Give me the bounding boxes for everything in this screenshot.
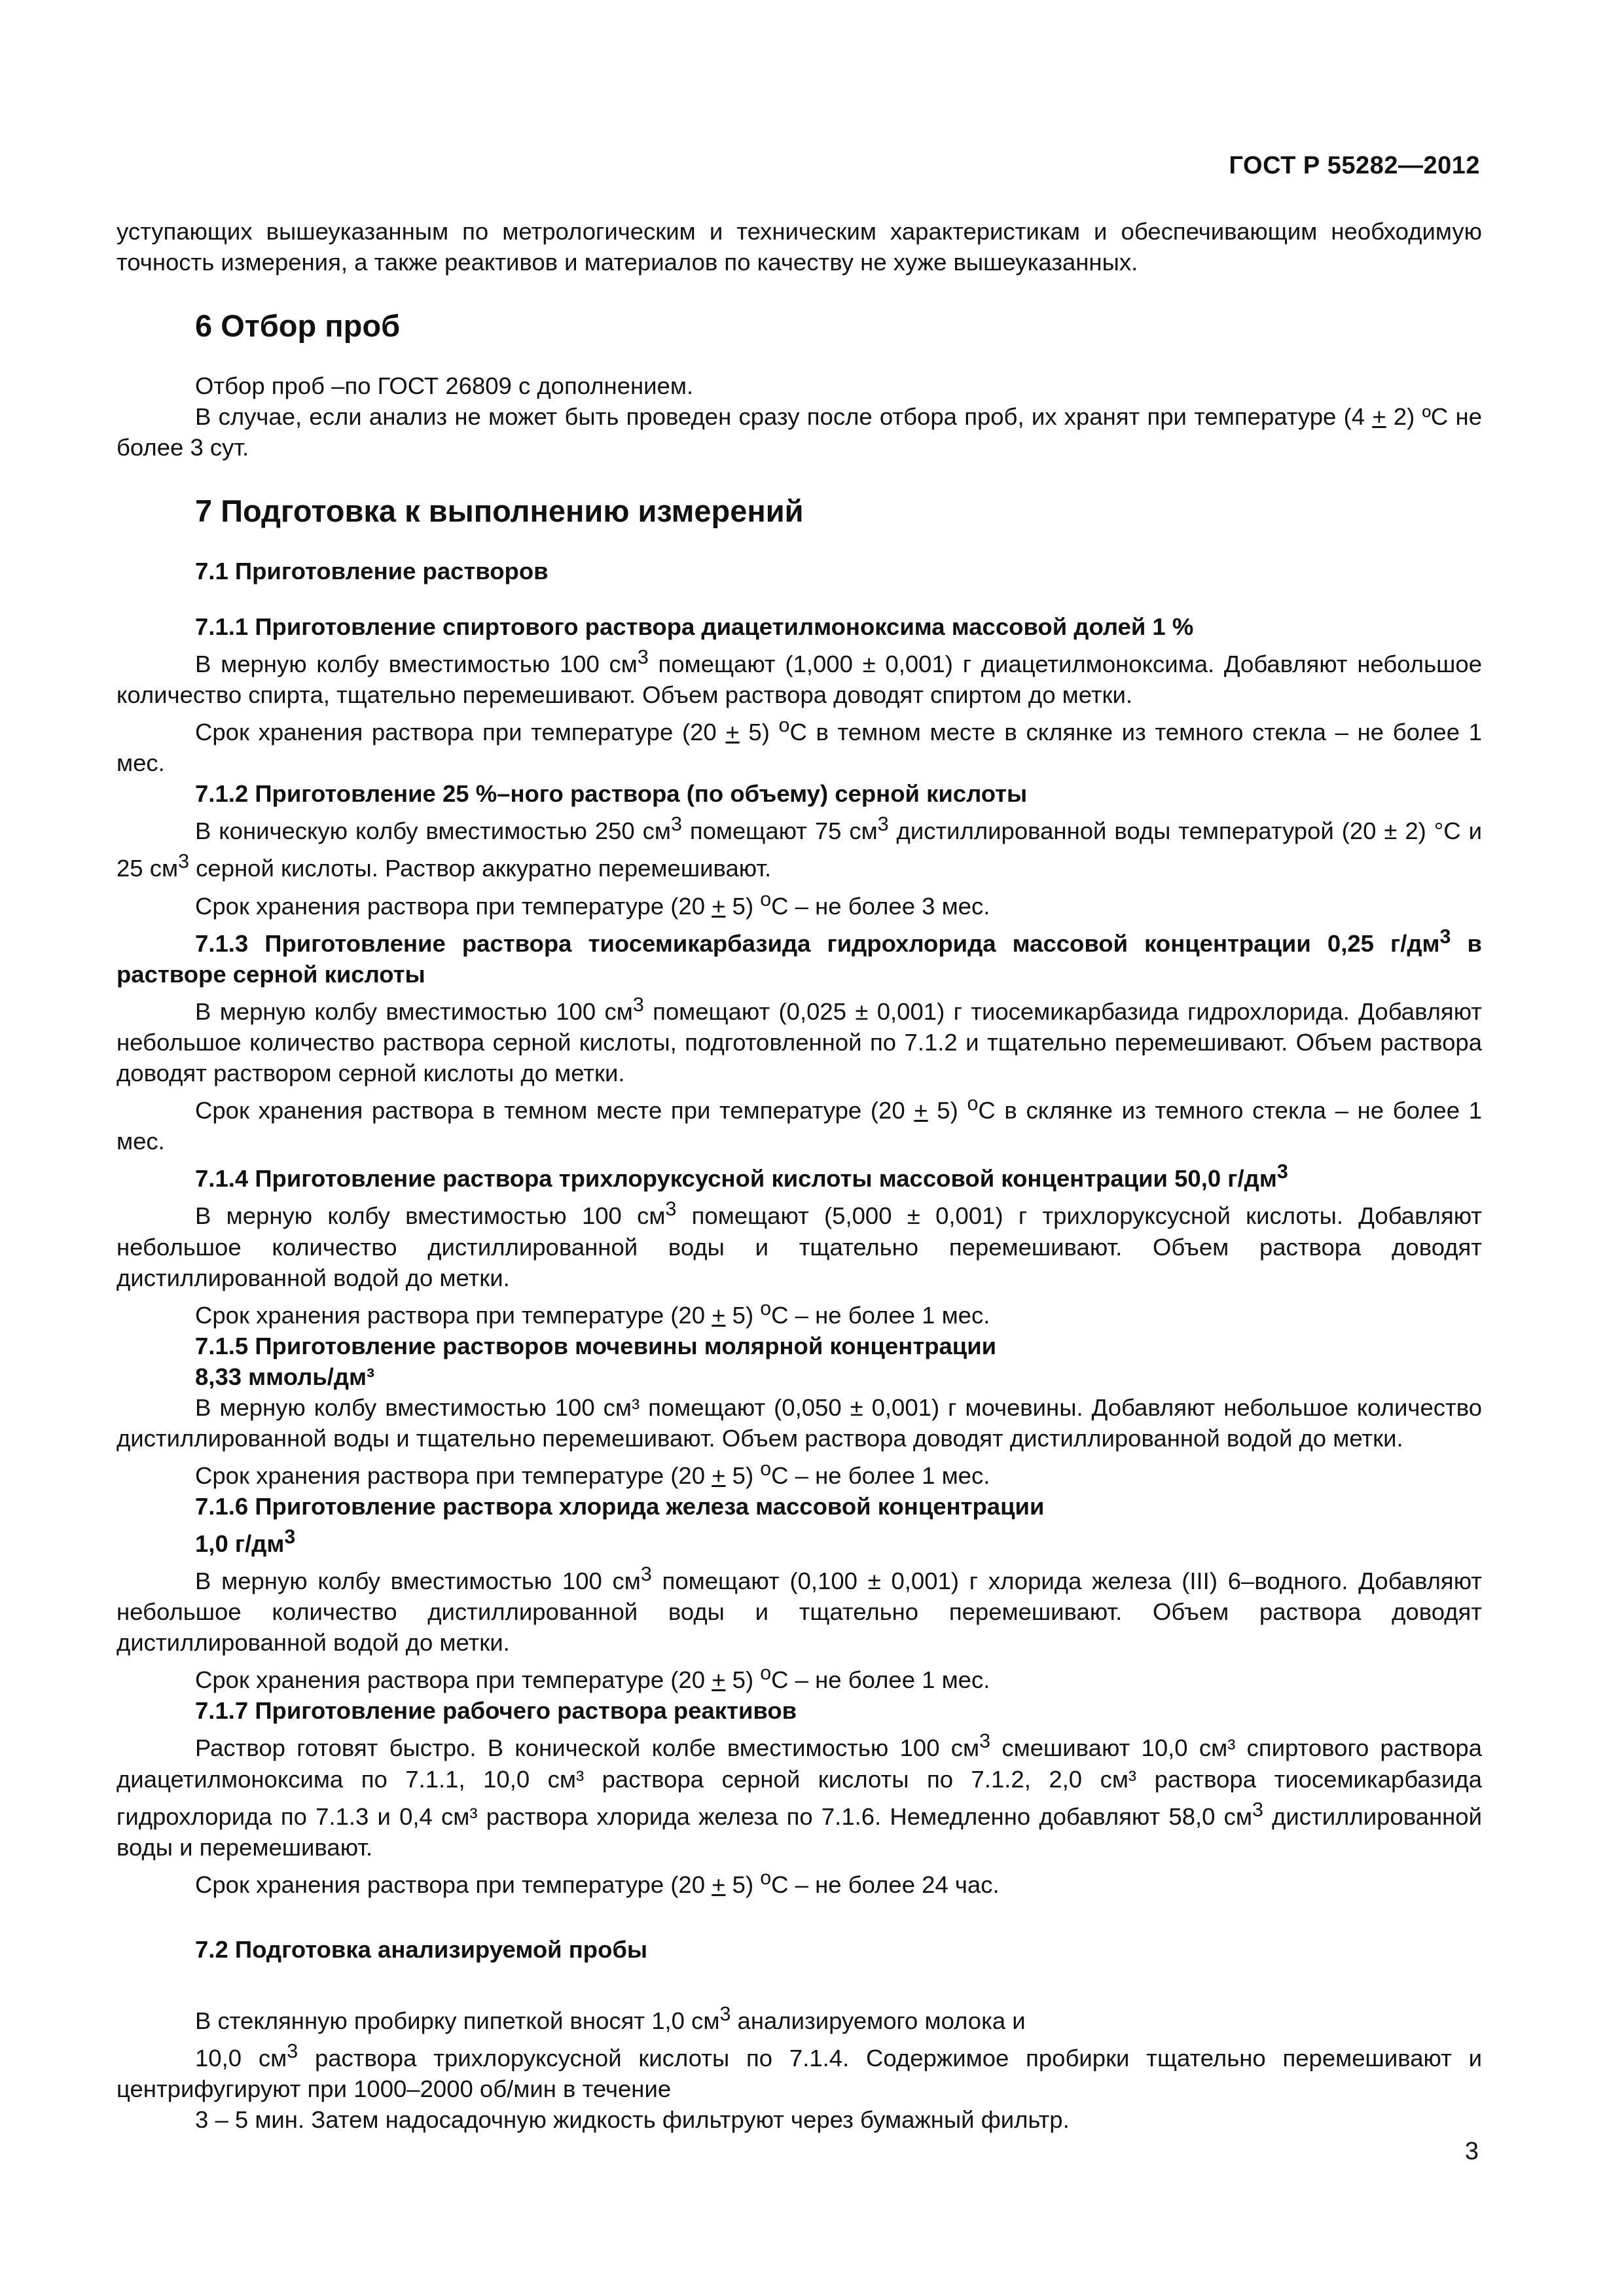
section-7-1-2-p1: В коническую колбу вместимостью 250 $см^3$ помещают 75 $см^3$ дистиллированной воды температурой (20 ± 2) °С и 25 $см^3$ серной кислоты. Раствор аккуратно перемешивают. (117, 813, 1482, 882)
section-7-2-p3: 3 – 5 мин. Затем надосадочную жидкость фильтруют через бумажный фильтр. (195, 2106, 1070, 2134)
section-7-1-6-title-unit: 1,0 $г/дм^3$ (195, 1525, 296, 1558)
section-7-title: 7 Подготовка к выполнению измерений (195, 493, 804, 528)
section-7-2-title: 7.2 Подготовка анализируемой пробы (195, 1935, 648, 1963)
section-7-1-6-p2: Срок хранения раствора при температуре (20 + 5) $^о$С – не более 1 мес. (195, 1662, 990, 1694)
section-7-1-5-p1: В мерную колбу вместимостью 100 см³ помещают (0,050 ± 0,001) г мочевины. Добавляют небольшое количество дистиллированной воды и тщательно перемешивают. Объем раствора доводят дистиллированной водой до метки. (117, 1393, 1482, 1452)
section-7-1-1-p1: В мерную колбу вместимостью 100 $см^3$ помещают (1,000 ± 0,001) г диацетилмоноксима. Добавляют небольшое количество спирта, тщательно перемешивают. Объем раствора доводят спиртом до метки. (117, 646, 1482, 709)
section-7-1-6-title: 7.1.6 Приготовление раствора хлорида железа массовой концентрации (195, 1492, 1045, 1520)
page-number: 3 (1464, 2138, 1479, 2165)
section-7-1-5-p2: Срок хранения раствора при температуре (20 + 5) $^о$С – не более 1 мес. (195, 1457, 990, 1489)
document-header: ГОСТ Р 55282—2012 (1229, 152, 1480, 179)
section-6-p2: В случае, если анализ не может быть проведен сразу после отбора проб, их хранят при температуре (4 + 2) ºС не более 3 сут. (117, 403, 1482, 461)
section-7-1-5-title: 7.1.5 Приготовление растворов мочевины молярной концентрации (195, 1332, 997, 1359)
section-6-title: 6 Отбор проб (195, 308, 401, 343)
section-7-1-title: 7.1 Приготовление растворов (195, 558, 549, 584)
section-7-1-1-title: 7.1.1 Приготовление спиртового раствора диацетилмоноксима массовой долей 1 % (195, 613, 1194, 640)
section-7-1-2-p2: Срок хранения раствора при температуре (20 + 5) $^о$С – не более 3 мес. (195, 888, 990, 920)
section-7-2-p2: 10,0 $см^3$ раствора трихлоруксусной кислоты по 7.1.4. Содержимое пробирки тщательно перемешивают и центрифугируют при 1000–2000 об/мин в течение (117, 2039, 1482, 2103)
section-7-1-7-p2: Срок хранения раствора при температуре (20 + 5) $^о$С – не более 24 час. (195, 1866, 1000, 1898)
section-7-1-7-p1: Раствор готовят быстро. В конической колбе вместимостью 100 $см^3$ смешивают 10,0 см³ спиртового раствора диацетилмоноксима по 7.1.1, 10,0 см³ раствора серной кислоты по 7.1.2, 2,0 см³ раствора тиосемикарбазида гидрохлорида по 7.1.3 и 0,4 см³ раствора хлорида железа по 7.1.6. Немедленно добавляют 58,0 $см^3$ дистиллированной воды и перемешивают. (117, 1730, 1482, 1861)
section-7-1-4-p1: В мерную колбу вместимостью 100 $см^3$ помещают (5,000 ± 0,001) г трихлоруксусной кислоты. Добавляют небольшое количество дистиллированной воды и тщательно перемешивают. Объем раствора доводят дистиллированной водой до метки. (117, 1198, 1482, 1291)
section-7-2-p1: В стеклянную пробирку пипеткой вносят 1,0 $см^3$ анализируемого молока и (195, 2002, 1026, 2034)
section-7-1-5-title-unit: 8,33 ммоль/дм³ (195, 1363, 375, 1390)
section-7-1-3-p2: Срок хранения раствора в темном месте при температуре (20 + 5) $^о$С в склянке из темного стекла – не более 1 мес. (117, 1092, 1482, 1155)
section-7-1-4-p2: Срок хранения раствора при температуре (20 + 5) $^о$С – не более 1 мес. (195, 1297, 990, 1329)
intro-paragraph: уступающих вышеуказанным по метрологическим и техническим характеристикам и обеспечивающим необходимую точность измерения, а также реактивов и материалов по качеству не хуже вышеуказанных. (117, 218, 1482, 276)
section-6-p1: Отбор проб –по ГОСТ 26809 с дополнением. (195, 372, 694, 399)
section-7-1-3-p1: В мерную колбу вместимостью 100 $см^3$ помещают (0,025 ± 0,001) г тиосемикарбазида гидрохлорида. Добавляют небольшое количество раствора серной кислоты, подготовленной по 7.1.2 и тщательно перемешивают. Объем раствора доводят раствором серной кислоты до метки. (117, 993, 1482, 1087)
section-7-1-4-title: 7.1.4 Приготовление раствора трихлоруксусной кислоты массовой концентрации 50,0 $г/дм^3$ (195, 1160, 1288, 1193)
section-7-1-3-title: 7.1.3 Приготовление раствора тиосемикарбазида гидрохлорида массовой концентрации 0,25 $г/дм^3$ в растворе серной кислоты (117, 925, 1482, 988)
document-body (117, 216, 1482, 2135)
section-7-1-1-p2: Срок хранения раствора при температуре (20 + 5) $^о$С в темном месте в склянке из темного стекла – не более 1 мес. (117, 714, 1483, 777)
section-7-1-2-title: 7.1.2 Приготовление 25 %–ного раствора (по объему) серной кислоты (195, 780, 1028, 808)
section-7-1-7-title: 7.1.7 Приготовление рабочего раствора реактивов (195, 1697, 797, 1725)
section-7-1-6-p1: В мерную колбу вместимостью 100 $см^3$ помещают (0,100 ± 0,001) г хлорида железа (III) 6–водного. Добавляют небольшое количество дистиллированной воды и тщательно перемешивают. Объем раствора доводят дистиллированной водой до метки. (117, 1563, 1482, 1657)
